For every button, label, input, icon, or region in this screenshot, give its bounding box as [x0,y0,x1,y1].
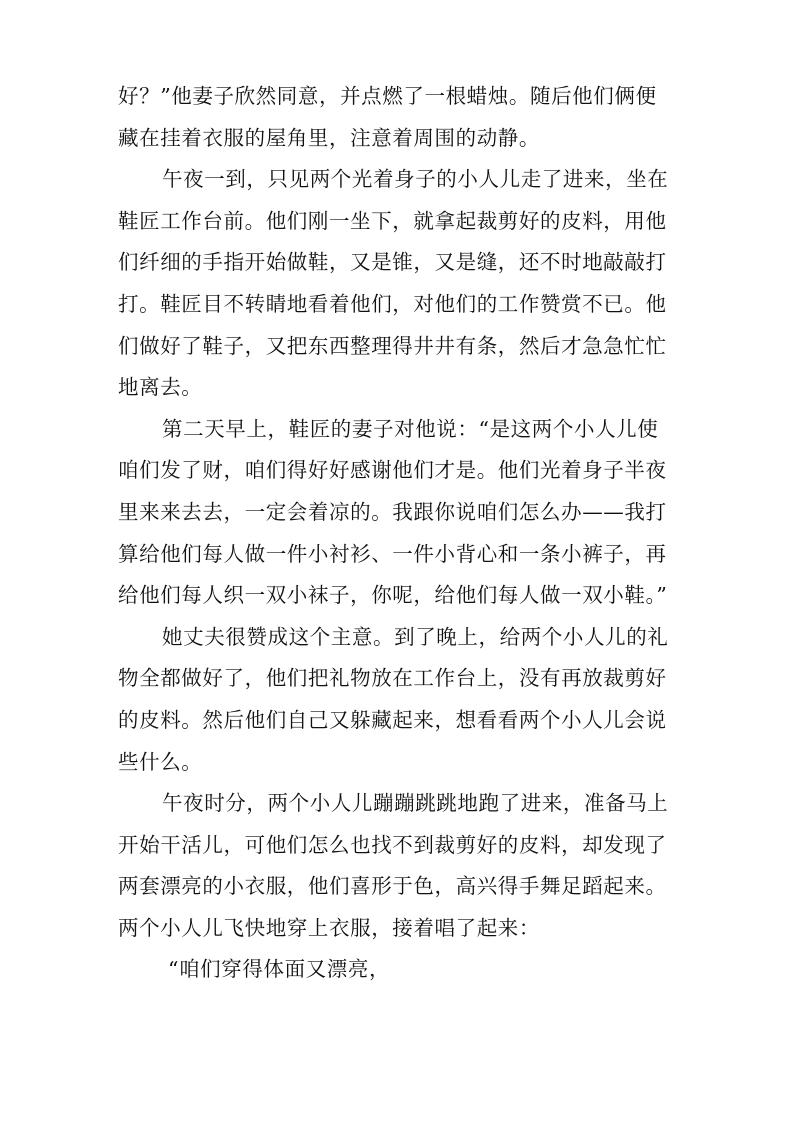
text-line: 鞋匠工作台前。他们刚一坐下，就拿起裁剪好的皮料，用他 [118,208,667,233]
text-line: 午夜一到，只见两个光着身子的小人儿走了进来，坐在 [162,167,669,192]
text-line: 们做好了鞋子，又把东西整理得井井有条，然后才急急忙忙 [118,333,667,358]
text-line: 开始干活儿，可他们怎么也找不到裁剪好的皮料，却发现了 [118,832,667,857]
text-line: 算给他们每人做一件小衬衫、一件小背心和一条小裤子，再 [118,541,667,566]
text-line: 地离去。 [118,375,203,400]
text-line: 第二天早上，鞋匠的妻子对他说：“是这两个小人儿使 [162,416,659,441]
text-line: 两个小人儿飞快地穿上衣服，接着唱了起来： [118,915,540,940]
text-line: 里来来去去，一定会着凉的。我跟你说咱们怎么办——我打 [118,499,667,524]
story-text [118,76,688,991]
text-line: 些什么。 [118,749,203,774]
text-line: 物全都做好了，他们把礼物放在工作台上，没有再放裁剪好 [118,666,667,691]
text-line: 打。鞋匠目不转睛地看着他们，对他们的工作赞赏不已。他 [118,291,667,316]
text-line: 午夜时分，两个小人儿蹦蹦跳跳地跑了进来，准备马上 [162,791,669,816]
text-line: 咱们发了财，咱们得好好感谢他们才是。他们光着身子半夜 [118,458,667,483]
text-line: 她丈夫很赞成这个主意。到了晚上，给两个小人儿的礼 [162,624,669,649]
text-line: 们纤细的手指开始做鞋，又是锥，又是缝，还不时地敲敲打 [118,250,667,275]
text-line: 好？”他妻子欣然同意，并点燃了一根蜡烛。随后他们俩便 [118,84,657,108]
text-line: 给他们每人织一双小袜子，你呢，给他们每人做一双小鞋。” [118,583,668,608]
text-line: 的皮料。然后他们自己又躲藏起来，想看看两个小人儿会说 [118,707,667,732]
text-line: 藏在挂着衣服的屋角里，注意着周围的动静。 [118,125,540,150]
text-line: “咱们穿得体面又漂亮， [168,957,391,982]
text-line: 两套漂亮的小衣服，他们喜形于色，高兴得手舞足蹈起来。 [118,874,667,899]
